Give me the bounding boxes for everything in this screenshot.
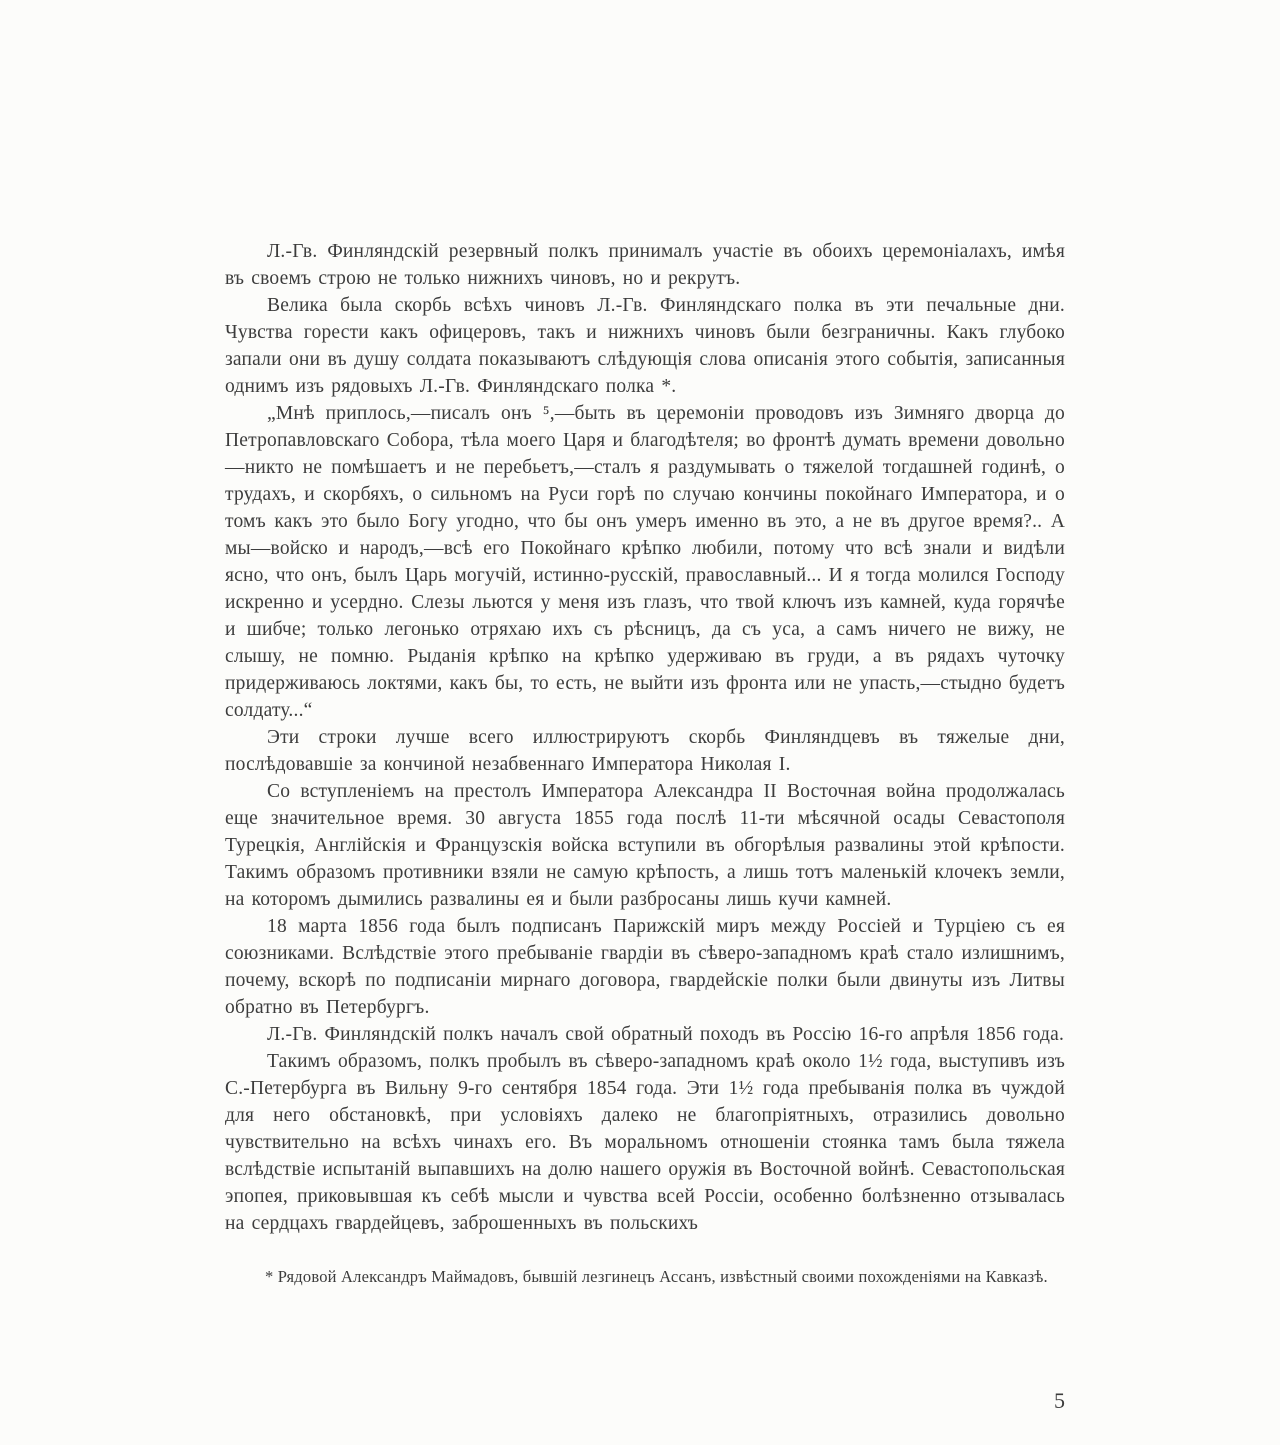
text-column [225,238,1065,1289]
page-number: 5 [1054,1388,1065,1413]
paragraph-quote: „Мнѣ приплось,—писалъ онъ ⁵,—быть въ церемоніи проводовъ изъ Зимняго дворца до Петропавловскаго Собора, тѣла моего Царя и благодѣтеля; во фронтѣ думать времени довольно—никто не помѣшаетъ и не перебьетъ,—сталъ я раздумывать о тяжелой тогдашней годинѣ, о трудахъ, и скорбяхъ, о сильномъ на Руси горѣ по случаю кончины покойнаго Императора, и о томъ какъ это было Богу угодно, что бы онъ умеръ именно въ это, а не въ другое время?.. А мы—войско и народъ,—всѣ его Покойнаго крѣпко любили, потому что всѣ знали и видѣли ясно, что онъ, былъ Царь могучій, истинно-русскій, православный... И я тогда молился Господу искренно и усердно. Слезы льются у меня изъ глазъ, что твой ключъ изъ камней, куда горячѣе и шибче; только легонько отряхаю ихъ съ рѣсницъ, да съ уса, а самъ ничего не вижу, не слышу, не помню. Рыданія крѣпко на крѣпко удерживаю въ груди, а въ рядахъ чуточку придерживаюсь локтями, какъ бы, то есть, не выйти изъ фронта или не упасть,—стыдно будетъ солдату...“ [225,403,1065,721]
paragraph: Л.-Гв. Финляндскій полкъ началъ свой обратный походъ въ Россію 16-го апрѣля 1856 года. [267,1024,1065,1045]
paragraph: Л.-Гв. Финляндскій резервный полкъ принималъ участіе въ обоихъ церемоніалахъ, имѣя въ своемъ строю не только нижнихъ чиновъ, но и рекрутъ. [225,241,1065,289]
paragraph: Такимъ образомъ, полкъ пробылъ въ сѣверо-западномъ краѣ около 1½ года, выступивъ изъ С.-Петербурга въ Вильну 9-го сентября 1854 года. Эти 1½ года пребыванія полка въ чуждой для него обстановкѣ, при условіяхъ далеко не благопріятныхъ, отразились довольно чувствительно на всѣхъ чинахъ его. Въ моральномъ отношеніи стоянка тамъ была тяжела вслѣдствіе испытаній выпавшихъ на долю нашего оружія въ Восточной войнѣ. Севастопольская эпопея, приковывшая къ себѣ мысли и чувства всей Россіи, особенно болѣзненно отзывалась на сердцахъ гвардейцевъ, заброшенныхъ въ польскихъ [225,1051,1065,1234]
paragraph: Эти строки лучше всего иллюстрируютъ скорбь Финляндцевъ въ тяжелые дни, послѣдовавшіе за кончиной незабвеннаго Императора Николая I. [225,727,1065,775]
paragraph: Со вступленіемъ на престолъ Императора Александра II Восточная война продолжалась еще значительное время. 30 августа 1855 года послѣ 11-ти мѣсячной осады Севастополя Турецкія, Англійскія и Французскія войска вступили въ обгорѣлыя развалины этой крѣпости. Такимъ образомъ противники взяли не самую крѣпость, а лишь тотъ маленькій клочекъ земли, на которомъ дымились развалины ея и были разбросаны лишь кучи камней. [225,781,1065,910]
footnote: * Рядовой Александръ Маймадовъ, бывшій лезгинецъ Ассанъ, извѣстный своими похожденіями на Кавказѣ. [265,1267,1048,1286]
paragraph: 18 марта 1856 года былъ подписанъ Парижскій миръ между Россіей и Турціею съ ея союзниками. Вслѣдствіе этого пребываніе гвардіи въ сѣверо-западномъ краѣ стало излишнимъ, почему, вскорѣ по подписаніи мирнаго договора, гвардейскіе полки были двинуты изъ Литвы обратно въ Петербургъ. [225,916,1065,1018]
paragraph: Велика была скорбь всѣхъ чиновъ Л.-Гв. Финляндскаго полка въ эти печальные дни. Чувства горести какъ офицеровъ, такъ и нижнихъ чиновъ были безграничны. Какъ глубоко запали они въ душу солдата показываютъ слѣдующія слова описанія этого событія, записанныя однимъ изъ рядовыхъ Л.-Гв. Финляндскаго полка *. [225,295,1065,397]
